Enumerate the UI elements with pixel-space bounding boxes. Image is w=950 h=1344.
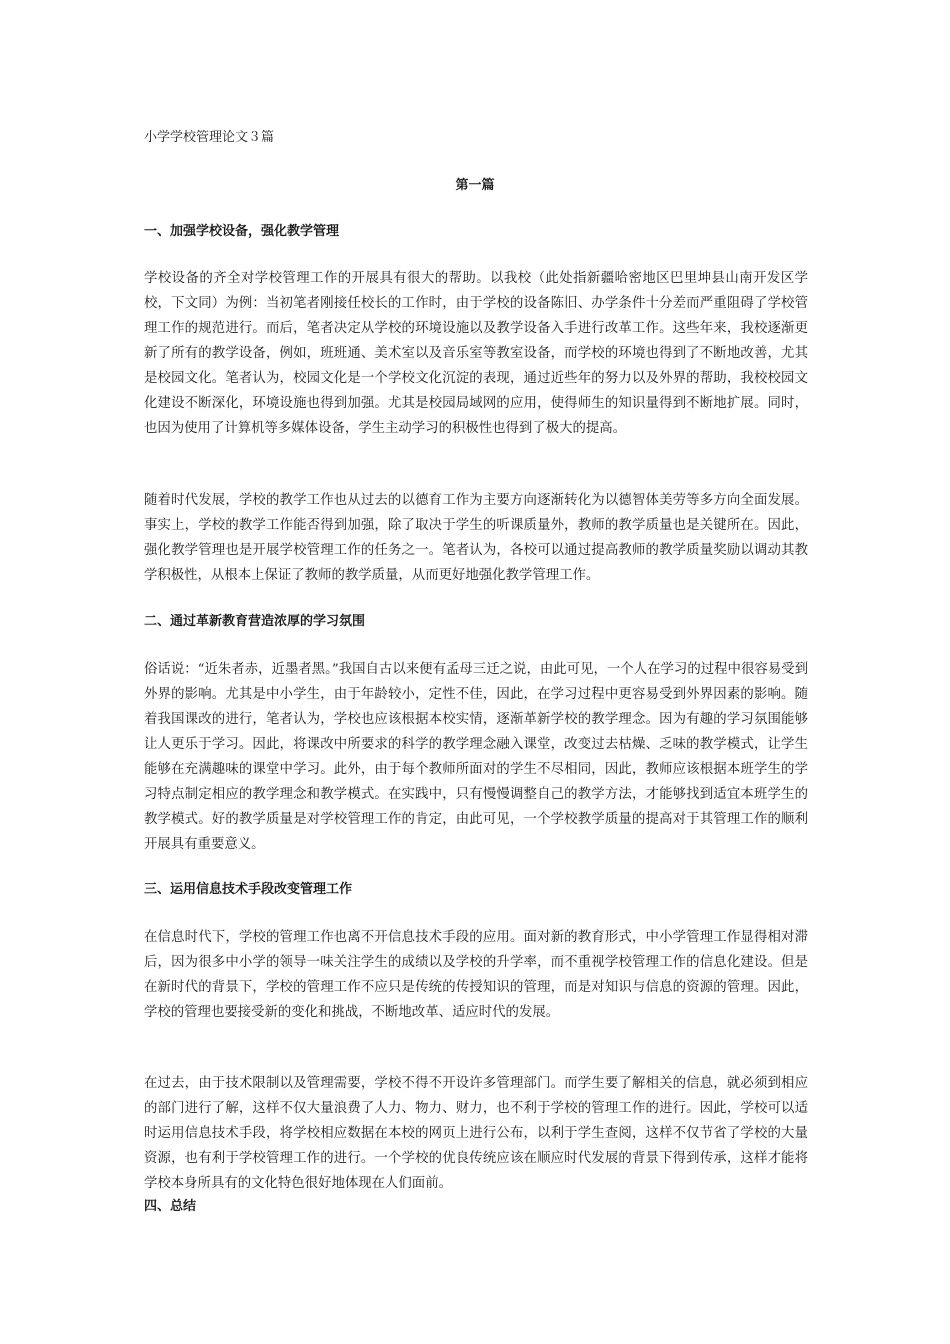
paragraph-1-2: 随着时代发展，学校的教学工作也从过去的以德育工作为主要方向逐渐转化为以德智体美劳等多方向全面发展。事实上，学校的教学工作能否得到加强，除了取决于学生的听课质量外，教师的教学质量也是关键所在。因此，强化教学管理也是开展学校管理工作的任务之一。笔者认为，各校可以通过提高教师的教学质量奖励以调动其教学积极性，从根本上保证了教师的教学质量，从而更好地强化教学管理工作。 (144, 493, 808, 583)
section-heading-3: 三、运用信息技术手段改变管理工作 (144, 882, 353, 897)
section-heading-2: 二、通过革新教育营造浓厚的学习氛围 (144, 614, 366, 629)
paragraph-3-2: 在过去，由于技术限制以及管理需要，学校不得不开设许多管理部门。而学生要了解相关的信息，就必须到相应的部门进行了解，这样不仅大量浪费了人力、物力、财力，也不利于学校的管理工作的进行。因此，学校可以适时运用信息技术手段，将学校相应数据在本校的网页上进行公布，以利于学生查阅，这样不仅节省了学校的大量资源，也有利于学校管理工作的进行。一个学校的优良传统应该在顺应时代发展的背景下得到传承，这样才能将学校本身所具有的文化特色很好地体现在人们面前。 (144, 1076, 808, 1191)
section-heading-4: 四、总结 (144, 1199, 197, 1214)
part-title: 第一篇 (455, 178, 495, 193)
document-title: 小学学校管理论文３篇 (144, 130, 275, 145)
paragraph-1-1: 学校设备的齐全对学校管理工作的开展具有很大的帮助。以我校（此处指新疆哈密地区巴里坤县山南开发区学校，下文同）为例：当初笔者刚接任校长的工作时，由于学校的设备陈旧、办学条件十分差而严重阻碍了学校管理工作的规范进行。而后，笔者决定从学校的环境设施以及教学设备入手进行改革工作。这些年来，我校逐渐更新了所有的教学设备，例如，班班通、美术室以及音乐室等教室设备，而学校的环境也得到了不断地改善，尤其是校园文化。笔者认为，校园文化是一个学校文化沉淀的表现，通过近些年的努力以及外界的帮助，我校校园文化建设不断深化，环境设施也得到加强。尤其是校园局域网的应用，使得师生的知识量得到不断地扩展。同时，也因为使用了计算机等多媒体设备，学生主动学习的积极性也得到了极大的提高。 (144, 271, 808, 436)
paragraph-3-1: 在信息时代下，学校的管理工作也离不开信息技术手段的应用。面对新的教育形式，中小学管理工作显得相对滞后，因为很多中小学的领导一味关注学生的成绩以及学校的升学率，而不重视学校管理工作的信息化建设。但是在新时代的背景下，学校的管理工作不应只是传统的传授知识的管理，而是对知识与信息的资源的管理。因此，学校的管理也要接受新的变化和挑战，不断地改革、适应时代的发展。 (144, 930, 808, 1020)
section-heading-1: 一、加强学校设备，强化教学管理 (144, 224, 340, 239)
paragraph-2-1: 俗话说：“近朱者赤，近墨者黑。”我国自古以来便有孟母三迁之说，由此可见，一个人在学习的过程中很容易受到外界的影响。尤其是中小学生，由于年龄较小，定性不佳，因此，在学习过程中更容易受到外界因素的影响。随着我国课改的进行，笔者认为，学校也应该根据本校实情，逐渐革新学校的教学理念。因为有趣的学习氛围能够让人更乐于学习。因此，将课改中所要求的科学的教学理念融入课堂，改变过去枯燥、乏味的教学模式，让学生能够在充满趣味的课堂中学习。此外，由于每个教师所面对的学生不尽相同，因此，教师应该根据本班学生的学习特点制定相应的教学理念和教学模式。在实践中，只有慢慢调整自己的教学方法，才能够找到适宜本班学生的教学模式。好的教学质量是对学校管理工作的肯定，由此可见，一个学校教学质量的提高对于其管理工作的顺利开展具有重要意义。 (144, 662, 808, 852)
